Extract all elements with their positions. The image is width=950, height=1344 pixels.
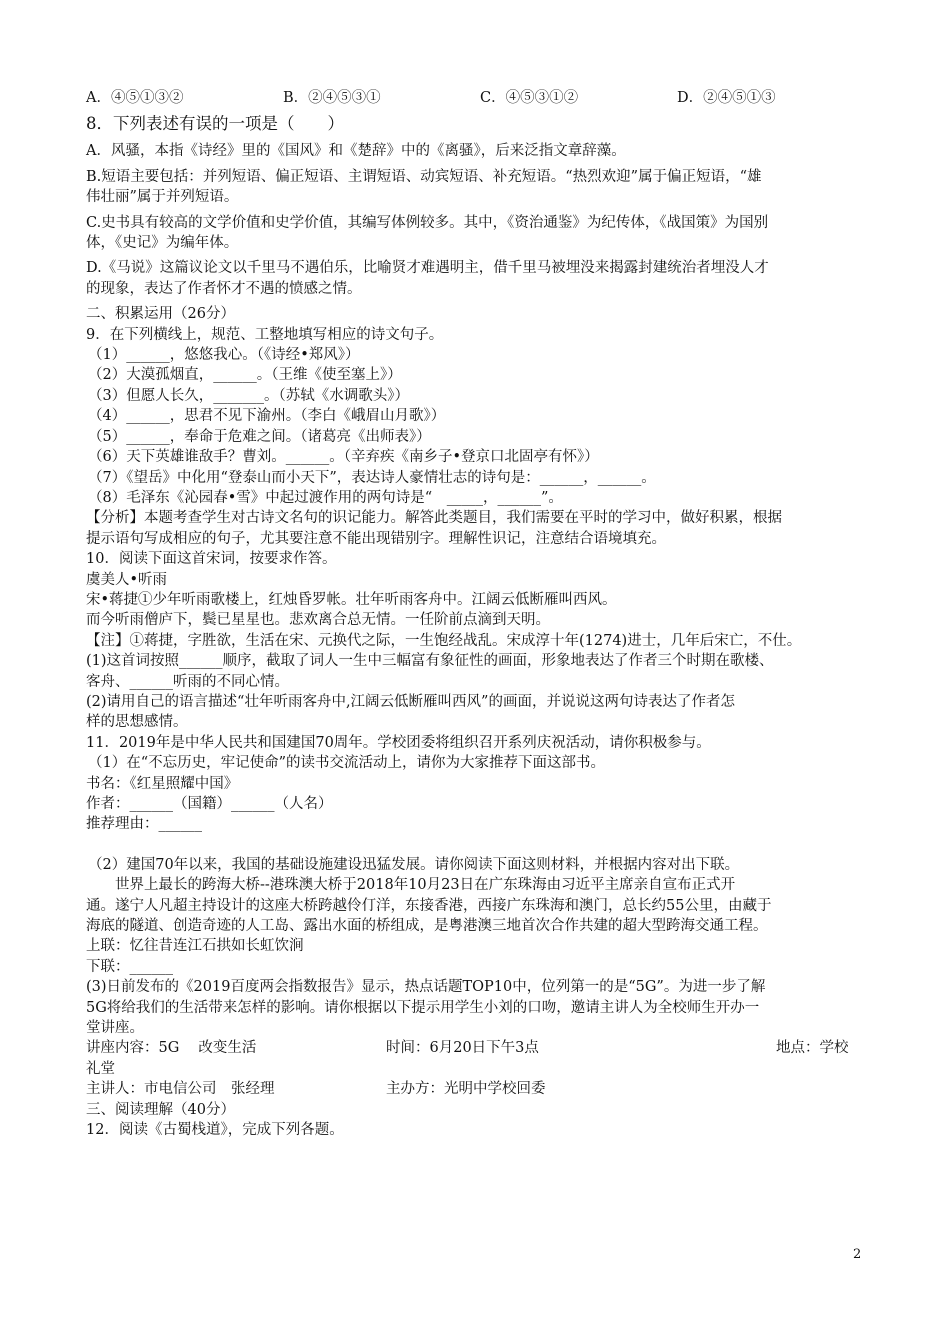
q11-material: 世界上最长的跨海大桥--港珠澳大桥于2018年10月23日在广东珠海由习近平主席亲自宣布正式开 — [115, 877, 736, 894]
q11-sub-1: （1）在“不忘历史，牢记使命”的读书交流活动上，请你为大家推荐下面这部书。 — [88, 755, 606, 772]
q11-material-cont-2: 海底的隧道、创造奇迹的人工岛、露出水面的桥组成，是粤港澳三地首次合作共建的超大型跨海交通工程。 — [86, 918, 768, 935]
q8-option-d: D.《马说》这篇议论文以千里马不遇伯乐，比喻贤才难遇明主，借千里马被埋没来揭露封建统治者埋没人才 — [86, 260, 769, 277]
q11-material-cont-1: 通。遂宁人凡超主持设计的这座大桥跨越伶仃洋，东接香港，西接广东珠海和澳门，总长约55公里，由藏于 — [86, 897, 772, 914]
q11-book-author: 作者：______（国籍）______（人名） — [86, 796, 333, 812]
section-3-heading: 三、阅读理解（40分） — [86, 1101, 235, 1118]
q10-sub-2: (2)请用自己的语言描述“壮年听雨客舟中,江阔云低断雁叫西风”的画面，并说说这两句诗表达了作者怎 — [86, 693, 735, 710]
section-2-heading: 二、积累运用（26分） — [86, 306, 235, 323]
blank-spacer — [86, 835, 876, 855]
q8-option-d-cont: 的现象，表达了作者怀才不遇的愤感之情。 — [86, 280, 362, 297]
q9-item-5: （5）______，奉命于危难之间。（诸葛亮《出师表》） — [88, 428, 431, 445]
lecture-place: 地点：学校 — [776, 1040, 849, 1057]
q9-analysis: 【分析】本题考查学生对古诗文名句的识记能力。解答此类题目，我们需要在平时的学习中，做好积累，根据 — [86, 510, 782, 527]
lecture-organizer: 主办方：光明中学校回委 — [386, 1081, 546, 1098]
page-number: 2 — [853, 1247, 862, 1262]
q12-stem: 12．阅读《古蜀栈道》，完成下列各题。 — [86, 1122, 344, 1139]
lecture-content: 讲座内容：5G 改变生活 — [86, 1040, 257, 1057]
q7-option-d: D．②④⑤①③ — [677, 90, 776, 106]
q8-stem: 8．下列表述有误的一项是（ ） — [86, 114, 344, 134]
q11-sub-3-cont-1: 5G将给我们的生活带来怎样的影响。请你根据以下提示用学生小刘的口吻，邀请主讲人为全校师生开办一 — [86, 999, 760, 1016]
q9-item-3: （3）但愿人长久，_______。（苏轼《水调歌头》） — [88, 387, 409, 404]
q9-item-8: （8）毛泽东《沁园春•雪》中起过渡作用的两句诗是“ _____，______”。 — [88, 489, 563, 506]
q10-sub-1: (1)这首词按照______顺序，截取了词人一生中三幅富有象征性的画面，形象地表达了作者三个时期在歌楼、 — [86, 653, 774, 670]
q10-sub-2-cont: 样的思想感情。 — [86, 714, 188, 731]
lecture-speaker: 主讲人：市电信公司 张经理 — [86, 1081, 275, 1098]
q10-poem-title: 虞美人•听雨 — [86, 571, 168, 588]
q7-option-a: A．④⑤①③② — [86, 90, 184, 106]
q8-option-a: A．风骚，本指《诗经》里的《国风》和《楚辞》中的《离骚》，后来泛指文章辞藻。 — [86, 143, 626, 160]
q7-option-b: B．②④⑤③① — [283, 90, 381, 106]
q8-option-c-cont: 体，《史记》为编年体。 — [86, 235, 239, 252]
document-body — [86, 88, 876, 1141]
q9-item-6: （6）天下英雄谁敌手？曹刘。______。（辛弃疾《南乡子•登京口北固亭有怀》） — [88, 449, 599, 466]
q8-option-b-cont: 伟壮丽”属于并列短语。 — [86, 189, 239, 206]
q8-option-b: B.短语主要包括：并列短语、偏正短语、主谓短语、动宾短语、补充短语。“热烈欢迎”属于偏正短语，“雄 — [86, 168, 762, 185]
q9-stem: 9．在下列横线上，规范、工整地填写相应的诗文句子。 — [86, 326, 444, 343]
q9-item-4: （4）______，思君不见下渝州。（李白《峨眉山月歌》） — [88, 408, 446, 425]
q11-reason: 推荐理由：______ — [86, 816, 202, 833]
lecture-time: 时间：6月20日下午3点 — [386, 1040, 539, 1057]
q9-item-2: （2）大漠孤烟直，______。（王维《使至塞上》） — [88, 367, 402, 384]
q11-sub-3: (3)日前发布的《2019百度两会指数报告》显示，热点话题TOP10中，位列第一的是“5G”。为进一步了解 — [86, 979, 766, 996]
lecture-info-row-2 — [86, 1079, 876, 1099]
q11-book-title: 书名：《红星照耀中国》 — [86, 775, 239, 792]
q8-option-c: C.史书具有较高的文学价值和史学价值，其编写体例较多。其中，《资治通鉴》为纪传体，《战国策》为国别 — [86, 214, 769, 231]
q10-note: 【注】①蒋捷，字胜欲，生活在宋、元换代之际，一生饱经战乱。宋成淳十年(1274)进士，几年后宋亡，不仕。 — [86, 632, 802, 649]
lecture-place-cont: 礼堂 — [86, 1060, 115, 1077]
q11-upper-couplet: 上联：忆往昔连江石拱如长虹饮涧 — [86, 938, 304, 955]
q9-item-1: （1）______，悠悠我心。（《诗经•郑风》） — [88, 347, 360, 364]
q10-stem: 10．阅读下面这首宋词，按要求作答。 — [86, 551, 337, 568]
q10-poem-line-1: 宋•蒋捷①少年听雨歌楼上，红烛昏罗帐。壮年听雨客舟中。江阔云低断雁叫西风。 — [86, 591, 617, 608]
q10-poem-line-2: 而今听雨僧庐下，鬓已星星也。悲欢离合总无情。一任阶前点滴到天明。 — [86, 612, 550, 629]
lecture-info-row-1 — [86, 1038, 876, 1058]
q11-sub-2: （2）建国70年以来，我国的基础设施建设迅猛发展。请你阅读下面这则材料，并根据内容对出下联。 — [88, 856, 740, 873]
q11-sub-3-cont-2: 堂讲座。 — [86, 1020, 144, 1037]
q10-sub-1-cont: 客舟、______听雨的不同心情。 — [86, 673, 289, 690]
q11-lower-couplet: 下联：______ — [86, 958, 173, 975]
q11-stem: 11．2019年是中华人民共和国建国70周年。学校团委将组织召开系列庆祝活动，请你积极参与。 — [86, 734, 711, 751]
q9-analysis-cont: 提示语句写成相应的句子，尤其要注意不能出现错别字。理解性识记，注意结合语境填充。 — [86, 530, 666, 547]
q7-option-c: C．④⑤③①② — [480, 90, 579, 106]
q7-options — [86, 88, 876, 108]
q9-item-7: （7）《望岳》中化用“登泰山而小天下”，表达诗人豪情壮志的诗句是：______，______。 — [88, 469, 656, 486]
